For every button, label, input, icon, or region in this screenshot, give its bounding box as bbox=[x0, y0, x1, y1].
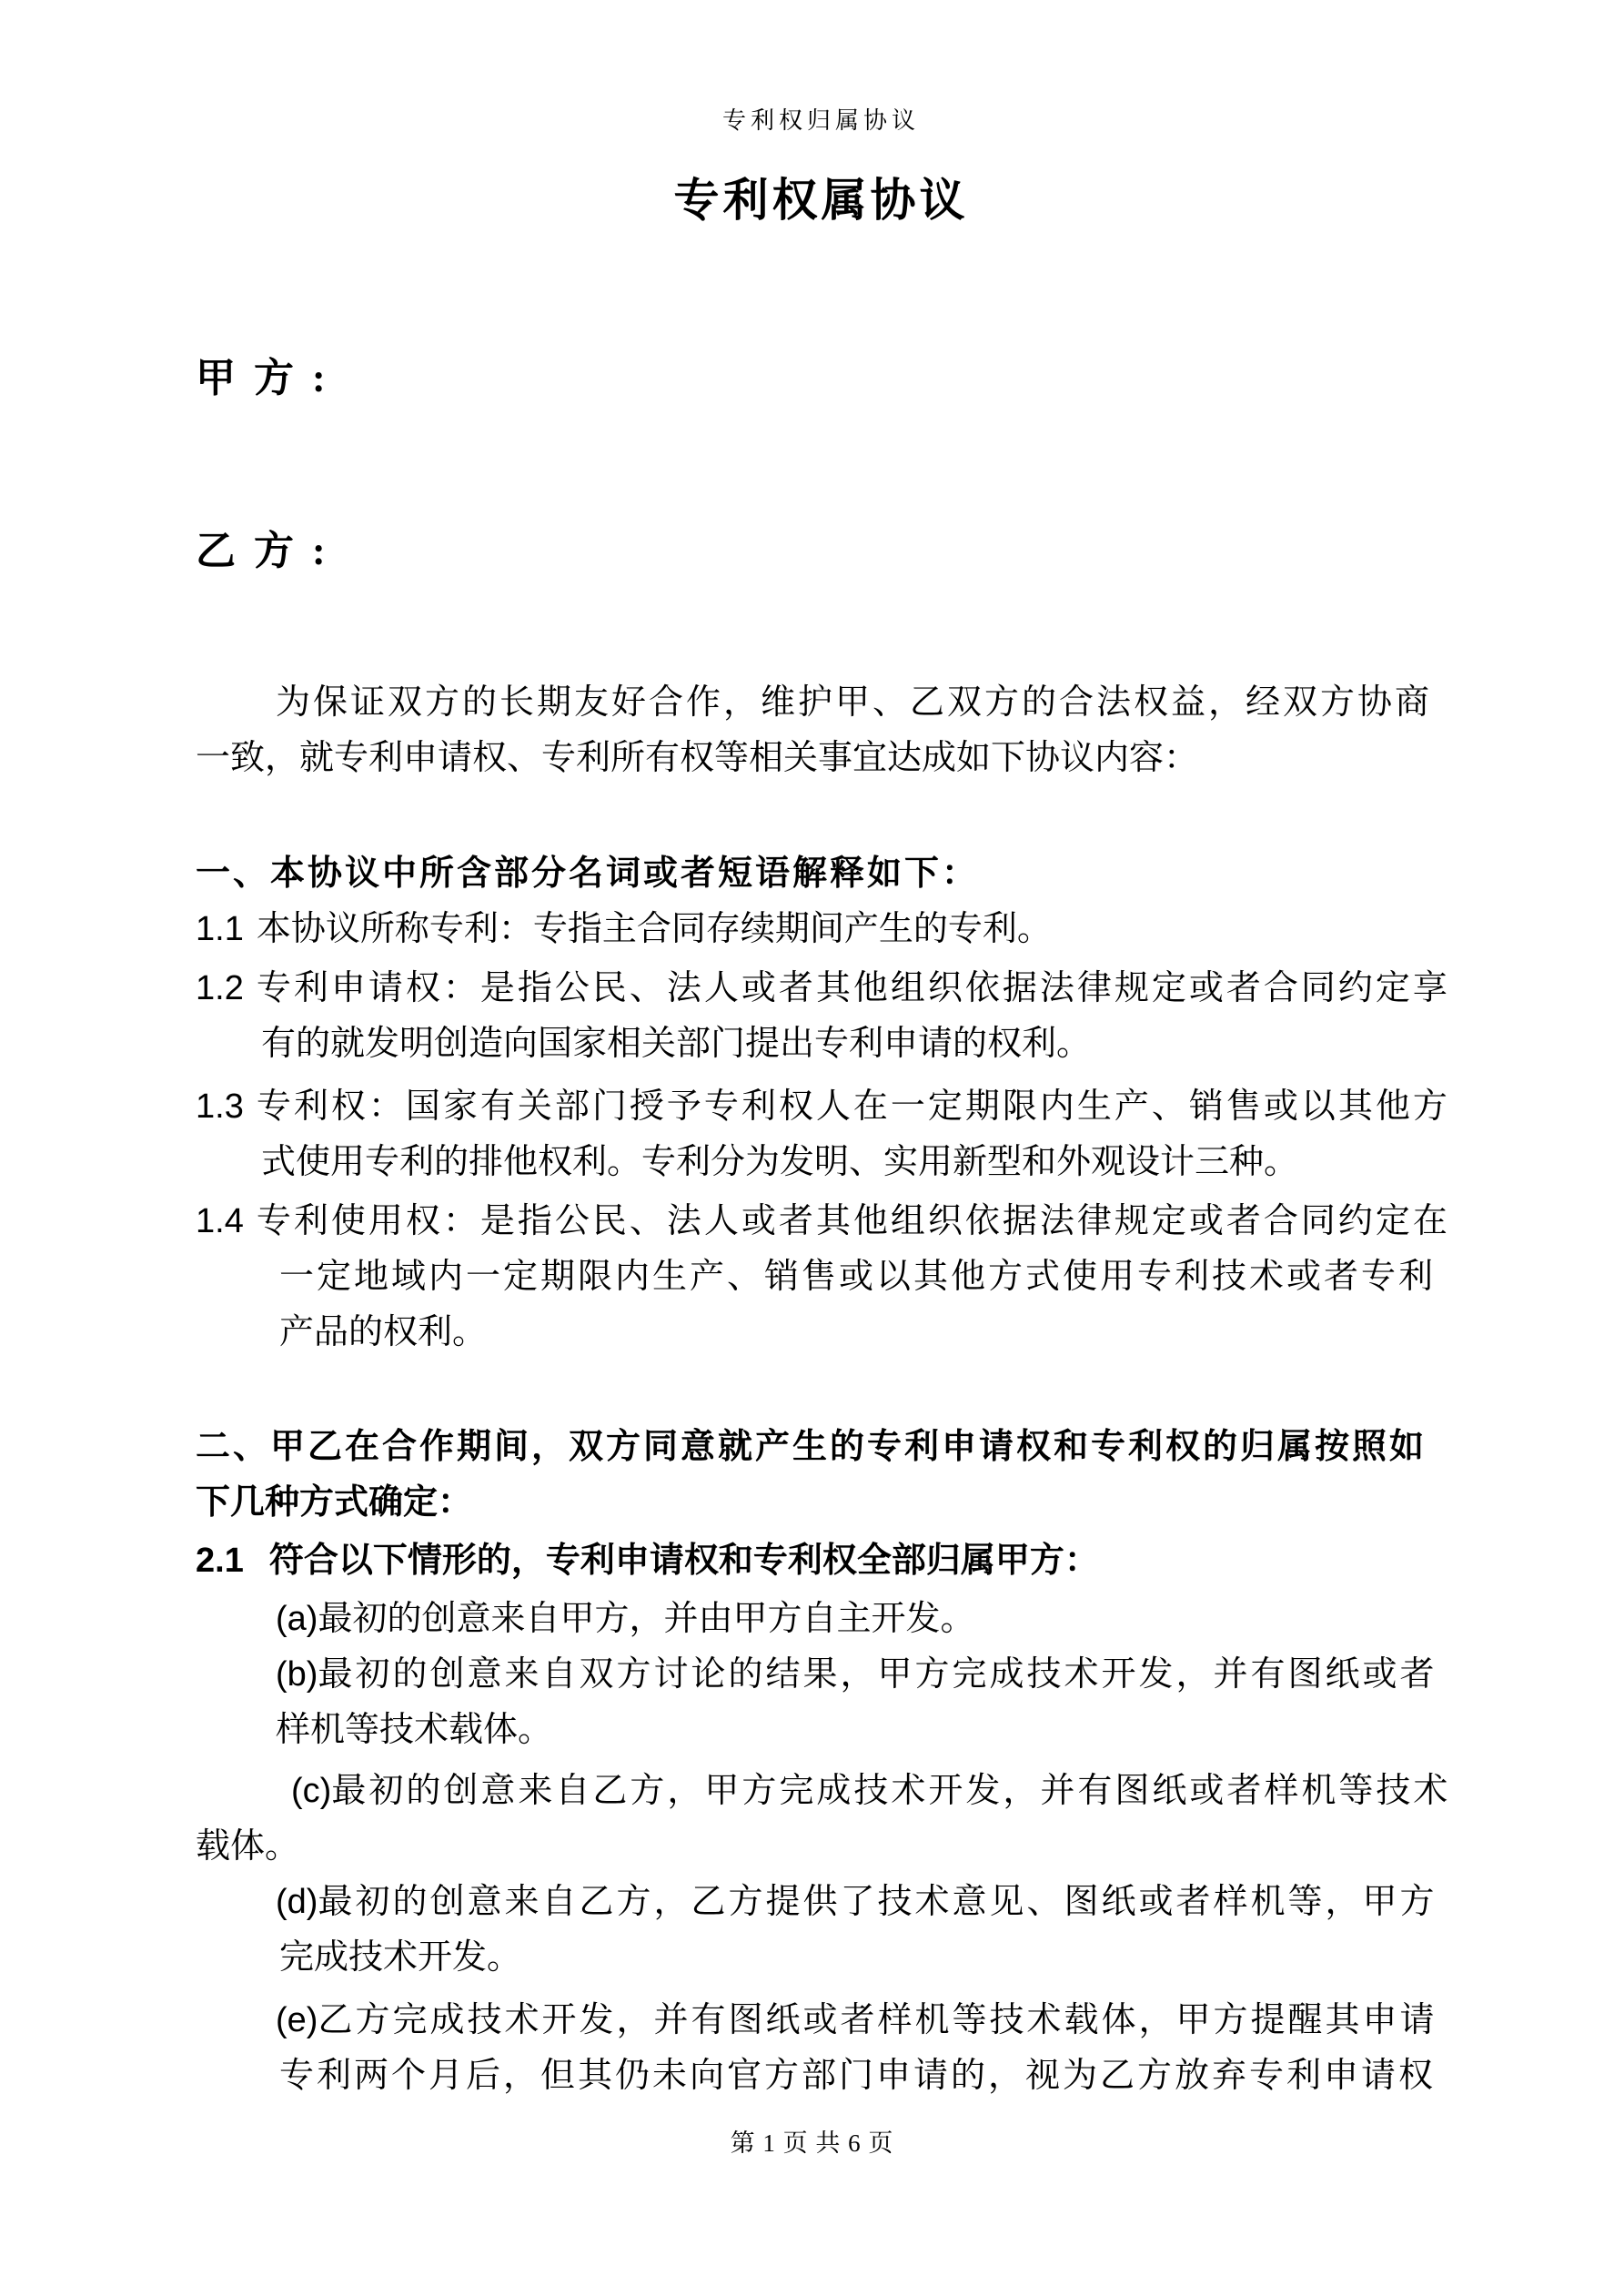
page-header-title: 专利权归属协议 bbox=[721, 107, 920, 134]
item-b-line-2: 样机等技术载体。 bbox=[276, 1711, 553, 1749]
clause-1-3 bbox=[196, 1079, 1450, 1190]
clause-1-2-line-2: 有的就发明创造向国家相关部门提出专利申请的权利。 bbox=[261, 1025, 1092, 1063]
item-a bbox=[196, 1592, 1447, 1647]
clause-1-4-line-2: 一定地域内一定期限内生产、销售或以其他方式使用专利技术或者专利 bbox=[279, 1258, 1437, 1296]
item-a-text: 最初的创意来自甲方，并由甲方自主开发。 bbox=[318, 1600, 975, 1638]
party-a-label: 甲方: bbox=[196, 356, 344, 400]
clause-1-4 bbox=[196, 1194, 1450, 1360]
intro-line-1: 为保证双方的长期友好合作，维护甲、乙双方的合法权益，经双方协商 bbox=[276, 683, 1433, 722]
item-d-line-1 bbox=[196, 1875, 1447, 1930]
item-e bbox=[196, 1993, 1447, 2104]
item-e-marker: (e) bbox=[276, 2001, 318, 2039]
intro-paragraph bbox=[196, 675, 1447, 786]
section-2-heading-line-2: 下几种方式确定： bbox=[196, 1483, 473, 1522]
clause-1-2-line-1 bbox=[196, 961, 1450, 1017]
item-c-line-2: 载体。 bbox=[196, 1827, 300, 1866]
section-1-heading: 一、本协议中所含部分名词或者短语解释如下： bbox=[196, 855, 980, 893]
clause-1-3-text: 专利权：国家有关部门授予专利权人在一定期限内生产、销售或以其他方 bbox=[256, 1087, 1450, 1126]
clause-1-4-number: 1.4 bbox=[196, 1202, 244, 1240]
clause-1-4-text: 专利使用权：是指公民、法人或者其他组织依据法律规定或者合同约定在 bbox=[256, 1202, 1450, 1240]
clause-1-3-line-2: 式使用专利的排他权利。专利分为发明、实用新型和外观设计三种。 bbox=[261, 1143, 1299, 1181]
item-e-line-2: 专利两个月后，但其仍未向官方部门申请的，视为乙方放弃专利申请权 bbox=[279, 2057, 1437, 2095]
item-e-text: 乙方完成技术开发，并有图纸或者样机等技术载体，甲方提醒其申请 bbox=[318, 2001, 1437, 2039]
clause-1-2-number: 1.2 bbox=[196, 969, 244, 1007]
item-c-marker: (c) bbox=[291, 1772, 332, 1810]
clause-1-3-number: 1.3 bbox=[196, 1087, 244, 1126]
item-e-line-1 bbox=[196, 1993, 1447, 2048]
clause-2-1-line-1 bbox=[196, 1533, 1447, 1589]
item-b-text: 最初的创意来自双方讨论的结果，甲方完成技术开发，并有图纸或者 bbox=[318, 1655, 1437, 1694]
item-d-line-2: 完成技术开发。 bbox=[279, 1938, 522, 1977]
clause-2-1 bbox=[196, 1533, 1447, 1589]
clause-1-4-line-1 bbox=[196, 1194, 1450, 1249]
item-d-text: 最初的创意来自乙方，乙方提供了技术意见、图纸或者样机等，甲方 bbox=[318, 1883, 1437, 1921]
clause-1-1-number: 1.1 bbox=[196, 910, 244, 948]
item-a-line-1 bbox=[196, 1592, 1447, 1647]
clause-1-1-text: 本协议所称专利：专指主合同存续期间产生的专利。 bbox=[256, 910, 1052, 948]
clause-1-4-line-3: 产品的权利。 bbox=[279, 1313, 488, 1351]
clause-1-2-text: 专利申请权：是指公民、法人或者其他组织依据法律规定或者合同约定享 bbox=[256, 969, 1450, 1007]
intro-line-2: 一致，就专利申请权、专利所有权等相关事宜达成如下协议内容： bbox=[196, 739, 1199, 777]
item-c-line-1 bbox=[196, 1764, 1451, 1819]
item-a-marker: (a) bbox=[276, 1600, 318, 1638]
clause-1-3-line-1 bbox=[196, 1079, 1450, 1135]
clause-2-1-number: 2.1 bbox=[196, 1542, 244, 1580]
party-b-label: 乙方: bbox=[196, 529, 344, 573]
item-c-text: 最初的创意来自乙方，甲方完成技术开发，并有图纸或者样机等技术 bbox=[331, 1772, 1451, 1810]
item-d bbox=[196, 1875, 1447, 1986]
clause-1-1-line-1 bbox=[196, 902, 1447, 957]
item-b-marker: (b) bbox=[276, 1655, 318, 1694]
item-b bbox=[196, 1647, 1447, 1758]
item-b-line-1 bbox=[196, 1647, 1447, 1703]
page-number-footer: 第 1 页 共 6 页 bbox=[730, 2129, 894, 2157]
section-2-heading-line-1: 二、甲乙在合作期间，双方同意就产生的专利申请权和专利权的归属按照如 bbox=[196, 1428, 1427, 1466]
clause-2-1-text: 符合以下情形的，专利申请权和专利权全部归属甲方： bbox=[268, 1542, 1099, 1580]
section-2-heading bbox=[196, 1420, 1447, 1531]
clause-1-1 bbox=[196, 902, 1447, 957]
item-d-marker: (d) bbox=[276, 1883, 318, 1921]
item-c bbox=[196, 1764, 1451, 1875]
document-title: 专利权属协议 bbox=[673, 175, 969, 226]
clause-1-2 bbox=[196, 961, 1450, 1072]
